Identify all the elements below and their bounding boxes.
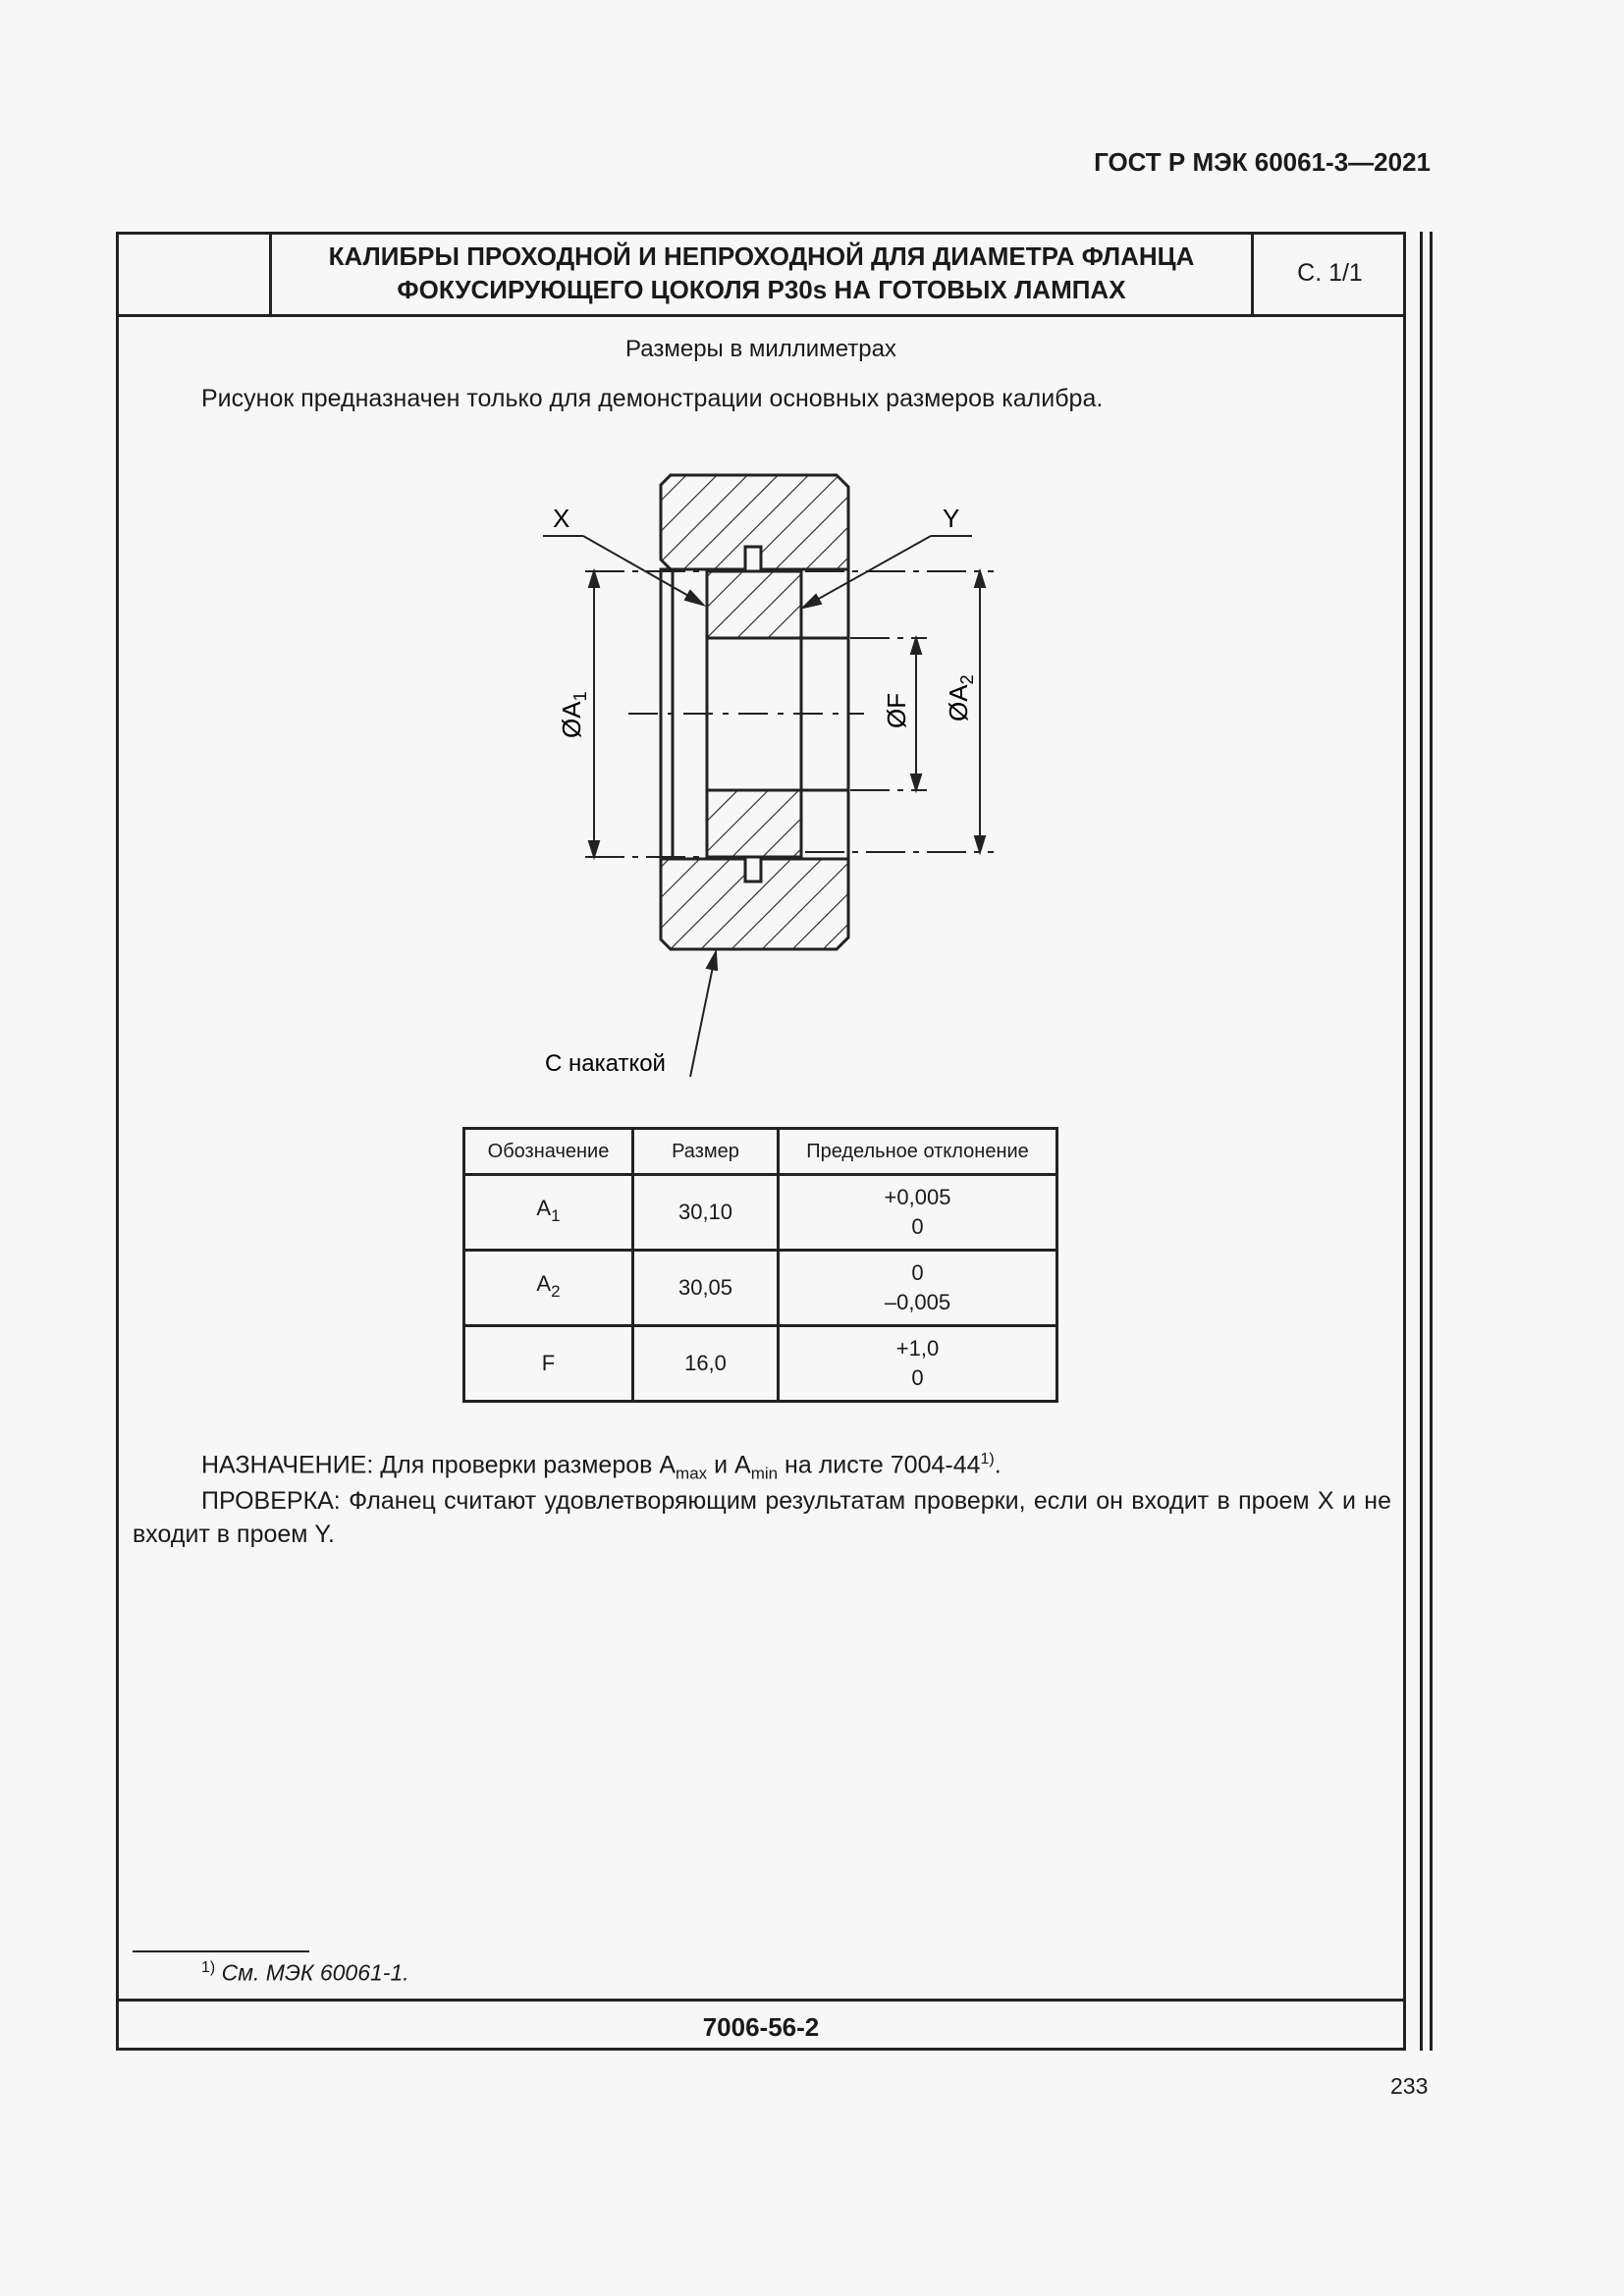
size-cell: 30,10 [633,1175,779,1251]
table-header-cell: Предельное отклонение [779,1129,1057,1175]
size-cell: 16,0 [633,1326,779,1402]
tolerance-cell: 0 –0,005 [779,1251,1057,1326]
label-y: Y [943,504,960,533]
sheet-title-line1: КАЛИБРЫ ПРОХОДНОЙ И НЕПРОХОДНОЙ ДЛЯ ДИАМЕТРА ФЛАНЦА [328,241,1195,271]
table-row [464,1175,1057,1251]
check-paragraph: ПРОВЕРКА: Фланец считают удовлетворяющим результатам проверки, если он входит в проем X и не входит в проем Y. [133,1487,1391,1548]
label-x: X [553,504,570,533]
size-cell: 30,05 [633,1251,779,1326]
dim-a2-label: $ØA_2$ [944,674,977,721]
symbol-cell: $A_1$ [464,1175,633,1251]
header-divider [116,314,1406,317]
table-header-row [464,1129,1057,1175]
purpose-paragraph: НАЗНАЧЕНИЕ: Для проверки размеров $A_{max}$ и $A_{min}$ на листе 7004-44$^{1)}$. [201,1451,1001,1483]
sheet-number: С. 1/1 [1297,259,1363,287]
table-header-cell: Обозначение [464,1129,633,1175]
symbol-cell: F [464,1326,633,1402]
footnote: $^{1)}$ См. МЭК 60061-1. [201,1959,409,1986]
tolerance-cell: +0,005 0 [779,1175,1057,1251]
document-number: ГОСТ Р МЭК 60061-3—2021 [1094,147,1431,177]
tolerance-cell: +1,0 0 [779,1326,1057,1402]
table-row [464,1251,1057,1326]
symbol-cell: $A_2$ [464,1251,633,1326]
knurl-label: С накаткой [545,1050,666,1077]
dimensions-note: Размеры в миллиметрах [625,336,896,362]
dimensions-table [462,1127,1058,1403]
footnote-rule [133,1950,309,1952]
binding-rail [1420,232,1423,2051]
sheet-title [272,240,1251,306]
figure-note: Рисунок предназначен только для демонстрации основных размеров калибра. [201,385,1104,412]
table-row [464,1326,1057,1402]
footer-divider [116,1999,1406,2002]
gauge-body [661,475,848,949]
sheet-title-line2: ФОКУСИРУЮЩЕГО ЦОКОЛЯ P30s НА ГОТОВЫХ ЛАМПАХ [397,275,1126,304]
page-number: 233 [1390,2073,1429,2099]
table-header-cell: Размер [633,1129,779,1175]
gauge-drawing [511,452,1100,1099]
dim-a1-label: $ØA_1$ [557,691,590,738]
dim-f-label: ØF [882,692,911,728]
sheet-code: 7006-56-2 [702,2012,820,2042]
binding-rail [1430,232,1433,2051]
